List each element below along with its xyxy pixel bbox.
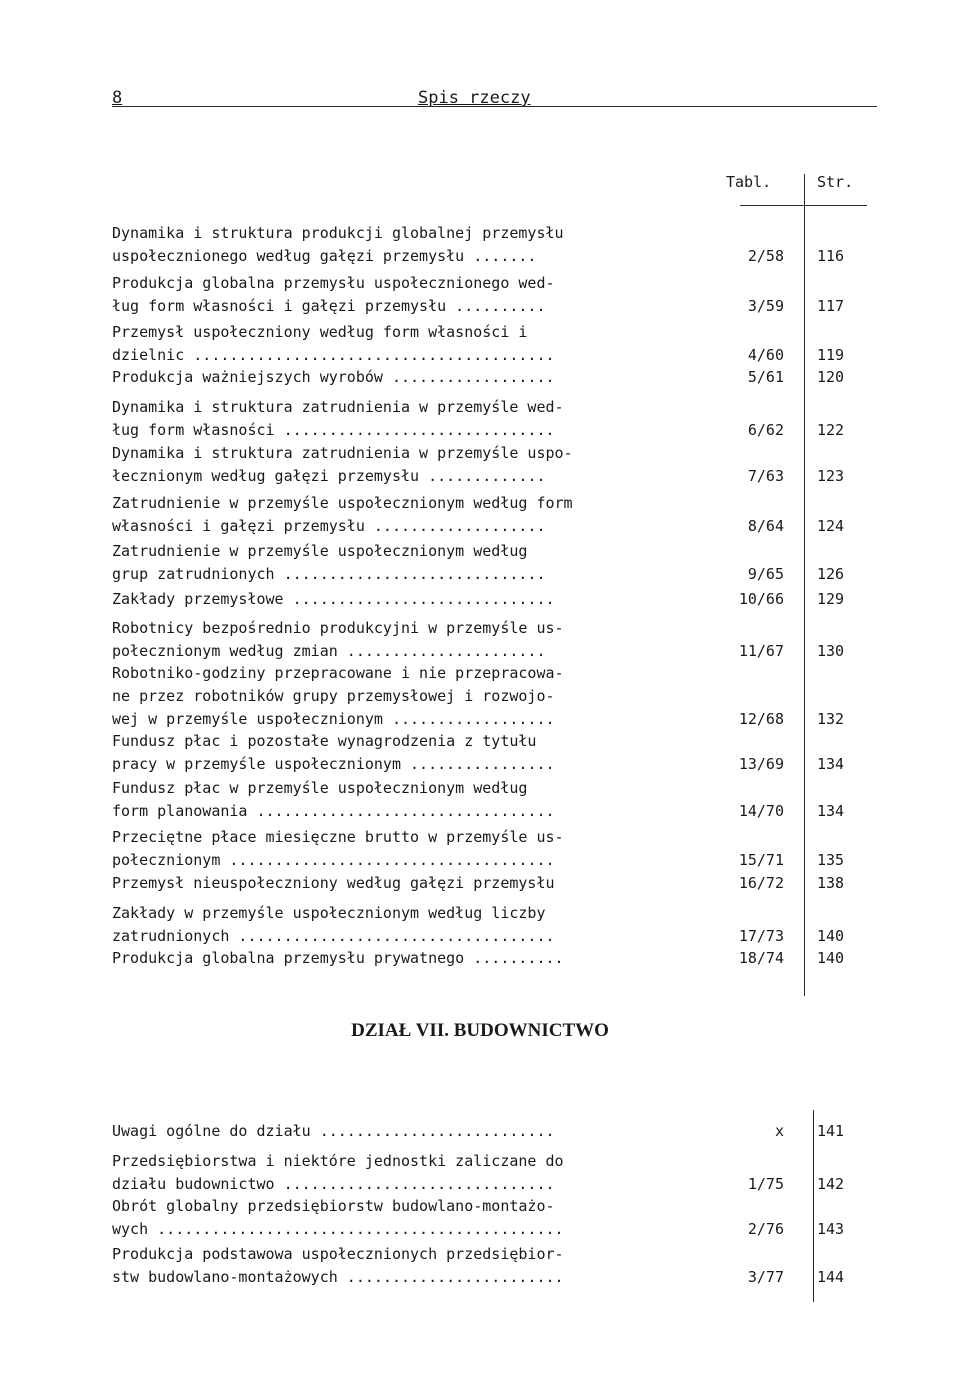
toc-entry: [112, 1195, 872, 1241]
toc-entry-table-number: 11/67: [738, 642, 784, 660]
toc-entry: [112, 492, 872, 538]
toc-entry-title: Fundusz płac i pozostałe wynagrodzenia z tytułu pracy w przemyśle uspołecznionym ................: [112, 732, 555, 773]
toc-entry: [112, 366, 872, 389]
toc-entry-title: Produkcja globalna przemysłu uspołecznionego wed- ług form własności i gałęzi przemysłu ..........: [112, 274, 555, 315]
toc-entry: [112, 662, 872, 731]
toc-entry-table-number: 15/71: [738, 851, 784, 869]
toc-entry-page-number: 138: [817, 874, 845, 892]
toc-entry-page-number: 134: [817, 755, 845, 773]
toc-entry-table-number: 10/66: [738, 590, 784, 608]
toc-entry-title: Robotniko-godziny przepracowane i nie przepracowa- ne przez robotników grupy przemysłowej i rozwojo- wej w przemyśle uspołecznionym ..................: [112, 664, 564, 728]
toc-entry-page-number: 120: [817, 368, 845, 386]
toc-entry-title: Uwagi ogólne do działu ..........................: [112, 1122, 555, 1140]
toc-entry-title: Dynamika i struktura produkcji globalnej przemysłu uspołecznionego według gałęzi przemysłu .......: [112, 224, 564, 265]
header-rule: [112, 106, 877, 107]
toc-entry-page-number: 141: [817, 1122, 845, 1140]
toc-entry-title: Dynamika i struktura zatrudnienia w przemyśle wed- ług form własności ..............................: [112, 398, 564, 439]
toc-entry-page-number: 132: [817, 710, 845, 728]
toc-entry: [112, 947, 872, 970]
toc-entry: [112, 396, 872, 442]
page-number: 8: [112, 88, 123, 108]
toc-entry: [112, 272, 872, 318]
toc-entry-table-number: 3/77: [747, 1268, 784, 1286]
toc-entry: [112, 872, 872, 895]
toc-entry-page-number: 142: [817, 1175, 845, 1193]
toc-entry-table-number: 5/61: [747, 368, 784, 386]
toc-entry-table-number: 14/70: [738, 802, 784, 820]
toc-entry-table-number: 18/74: [738, 949, 784, 967]
toc-entry: [112, 1150, 872, 1196]
toc-entry-page-number: 140: [817, 927, 845, 945]
page-header-title: Spis rzeczy: [418, 88, 531, 108]
toc-entry-page-number: 140: [817, 949, 845, 967]
toc-entry-title: Zatrudnienie w przemyśle uspołecznionym według form własności i gałęzi przemysłu ...................: [112, 494, 573, 535]
toc-entry-title: Obrót globalny przedsiębiorstw budowlano-montażo- wych .............................................: [112, 1197, 564, 1238]
toc-entry-table-number: 16/72: [738, 874, 784, 892]
toc-entry-table-number: 6/62: [747, 421, 784, 439]
toc-entry-page-number: 143: [817, 1220, 845, 1238]
toc-entry: [112, 321, 872, 367]
toc-entry-page-number: 123: [817, 467, 845, 485]
toc-entry-page-number: 144: [817, 1268, 845, 1286]
column-header-tabl: Tabl.: [726, 173, 772, 191]
toc-entry-table-number: 12/68: [738, 710, 784, 728]
toc-entry-title: Przemysł uspołeczniony według form własności i dzielnic ........................................: [112, 323, 555, 364]
toc-entry: [112, 540, 872, 586]
toc-entry-title: Robotnicy bezpośrednio produkcyjni w przemyśle us- połecznionym według zmian ......................: [112, 619, 564, 660]
toc-entry: [112, 777, 872, 823]
toc-entry-table-number: 7/63: [747, 467, 784, 485]
toc-entry: [112, 902, 872, 948]
toc-entry-table-number: 8/64: [747, 517, 784, 535]
toc-entry-title: Fundusz płac w przemyśle uspołecznionym według form planowania .................................: [112, 779, 555, 820]
toc-entry-table-number: 13/69: [738, 755, 784, 773]
toc-entry-table-number: 17/73: [738, 927, 784, 945]
toc-entry-table-number: 1/75: [747, 1175, 784, 1193]
toc-entry-page-number: 129: [817, 590, 845, 608]
toc-entry-title: Zatrudnienie w przemyśle uspołecznionym według grup zatrudnionych .............................: [112, 542, 546, 583]
toc-entry-page-number: 135: [817, 851, 845, 869]
toc-entry-page-number: 116: [817, 247, 845, 265]
toc-entry: [112, 442, 872, 488]
toc-entry-table-number: 4/60: [747, 346, 784, 364]
toc-entry-page-number: 119: [817, 346, 845, 364]
toc-entry-table-number: 2/58: [747, 247, 784, 265]
toc-entry: [112, 588, 872, 611]
toc-entry-table-number: 9/65: [747, 565, 784, 583]
toc-entry-page-number: 126: [817, 565, 845, 583]
toc-entry: [112, 1243, 872, 1289]
toc-entry-table-number: 2/76: [747, 1220, 784, 1238]
toc-entry-title: Zakłady w przemyśle uspołecznionym według liczby zatrudnionych ...................................: [112, 904, 555, 945]
toc-entry-title: Dynamika i struktura zatrudnienia w przemyśle uspo- łecznionym według gałęzi przemysłu .............: [112, 444, 573, 485]
toc-entry: [112, 1120, 872, 1143]
toc-entry-table-number: 3/59: [747, 297, 784, 315]
toc-entry-page-number: 130: [817, 642, 845, 660]
toc-entry: [112, 617, 872, 663]
column-header-str: Str.: [817, 173, 854, 191]
toc-entry-title: Przemysł nieuspołeczniony według gałęzi przemysłu: [112, 874, 555, 892]
toc-entry-title: Przedsiębiorstwa i niektóre jednostki zaliczane do działu budownictwo ..............................: [112, 1152, 564, 1193]
toc-entry-page-number: 117: [817, 297, 845, 315]
toc-entry-title: Produkcja globalna przemysłu prywatnego ..........: [112, 949, 564, 967]
toc-entry: [112, 222, 872, 268]
toc-entry-table-number: x: [774, 1122, 784, 1140]
toc-entry-title: Produkcja podstawowa uspołecznionych przedsiębior- stw budowlano-montażowych ........................: [112, 1245, 564, 1286]
toc-entry-title: Produkcja ważniejszych wyrobów ..................: [112, 368, 555, 386]
toc-entry-title: Przeciętne płace miesięczne brutto w przemyśle us- połecznionym ....................................: [112, 828, 564, 869]
toc-entry-title: Zakłady przemysłowe .............................: [112, 590, 555, 608]
section-heading: DZIAŁ VII. BUDOWNICTWO: [351, 1020, 609, 1041]
toc-entry-page-number: 122: [817, 421, 845, 439]
toc-entry: [112, 826, 872, 872]
toc-entry: [112, 730, 872, 776]
toc-entry-page-number: 134: [817, 802, 845, 820]
toc-entry-page-number: 124: [817, 517, 845, 535]
